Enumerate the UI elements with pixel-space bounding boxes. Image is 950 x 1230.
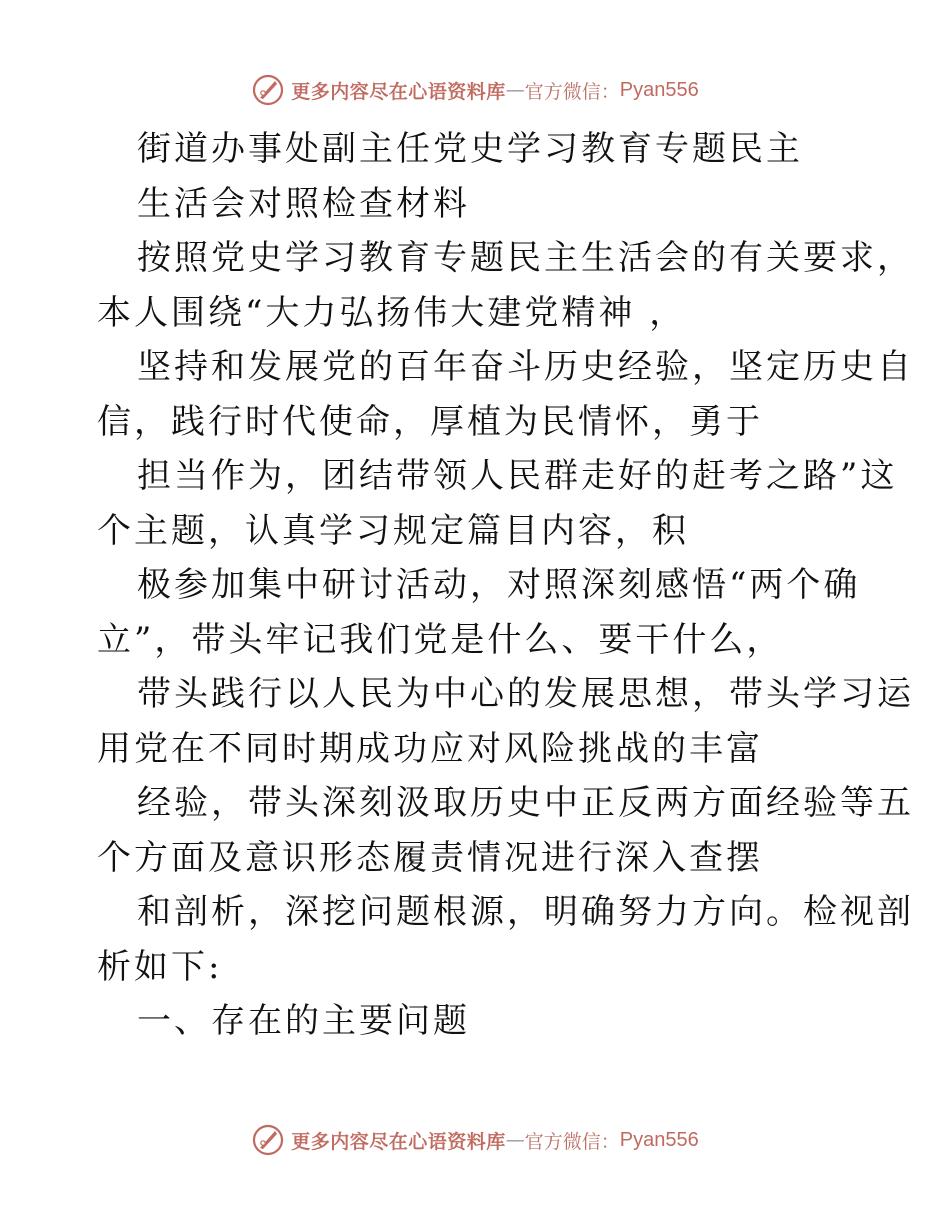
- watermark-wechat-id: Pyan556: [619, 1128, 699, 1151]
- watermark-brand: 更多内容尽在心语资料库: [291, 1130, 506, 1153]
- watermark-header: [0, 68, 950, 112]
- watermark-inner: [251, 73, 699, 107]
- paragraph-line: 个方面及意识形态履责情况进行深入查摆: [97, 837, 763, 878]
- paragraph-line: 带头践行以人民为中心的发展思想，带头学习运: [137, 674, 914, 714]
- paragraph-line: 信，践行时代使命，厚植为民情怀，勇于: [97, 401, 763, 442]
- section-heading: 一、存在的主要问题: [137, 1001, 470, 1041]
- quill-logo-icon: [251, 1123, 285, 1157]
- paragraph-line: 个主题，认真学习规定篇目内容，积: [97, 510, 689, 551]
- paragraph-line: 用党在不同时期成功应对风险挑战的丰富: [97, 728, 763, 769]
- watermark-wechat-id: Pyan556: [619, 78, 699, 101]
- quill-logo-icon: [251, 73, 285, 107]
- paragraph-line: 和剖析，深挖问题根源，明确努力方向。检视剖: [137, 892, 914, 932]
- watermark-brand: 更多内容尽在心语资料库: [291, 80, 506, 103]
- paragraph-line: 立”，带头牢记我们党是什么、要干什么，: [97, 619, 784, 660]
- watermark-footer: [0, 1118, 950, 1162]
- paragraph-line: 本人围绕“大力弘扬伟大建党精神 ，: [97, 292, 687, 333]
- paragraph-line: 担当作为，团结带领人民群走好的赶考之路”这: [137, 456, 898, 496]
- watermark-wechat-label: 官方微信：: [524, 80, 620, 103]
- paragraph-line: 析如下:: [97, 946, 223, 987]
- document-title-line-1: 街道办事处副主任党史学习教育专题民主: [137, 129, 803, 169]
- watermark-wechat-label: 官方微信：: [524, 1130, 620, 1153]
- paragraph-line: 经验，带头深刻汲取历史中正反两方面经验等五: [137, 783, 914, 823]
- watermark-inner: [251, 1123, 699, 1157]
- paragraph-line: 按照党史学习教育专题民主生活会的有关要求，: [137, 238, 914, 278]
- document-title-line-2: 生活会对照检查材料: [137, 183, 470, 224]
- document-body: [97, 122, 914, 1049]
- paragraph-line: 坚持和发展党的百年奋斗历史经验，坚定历史自: [137, 347, 914, 387]
- watermark-separator: —: [505, 1129, 525, 1151]
- watermark-separator: —: [505, 79, 525, 101]
- paragraph-line: 极参加集中研讨活动，对照深刻感悟“两个确: [137, 565, 861, 605]
